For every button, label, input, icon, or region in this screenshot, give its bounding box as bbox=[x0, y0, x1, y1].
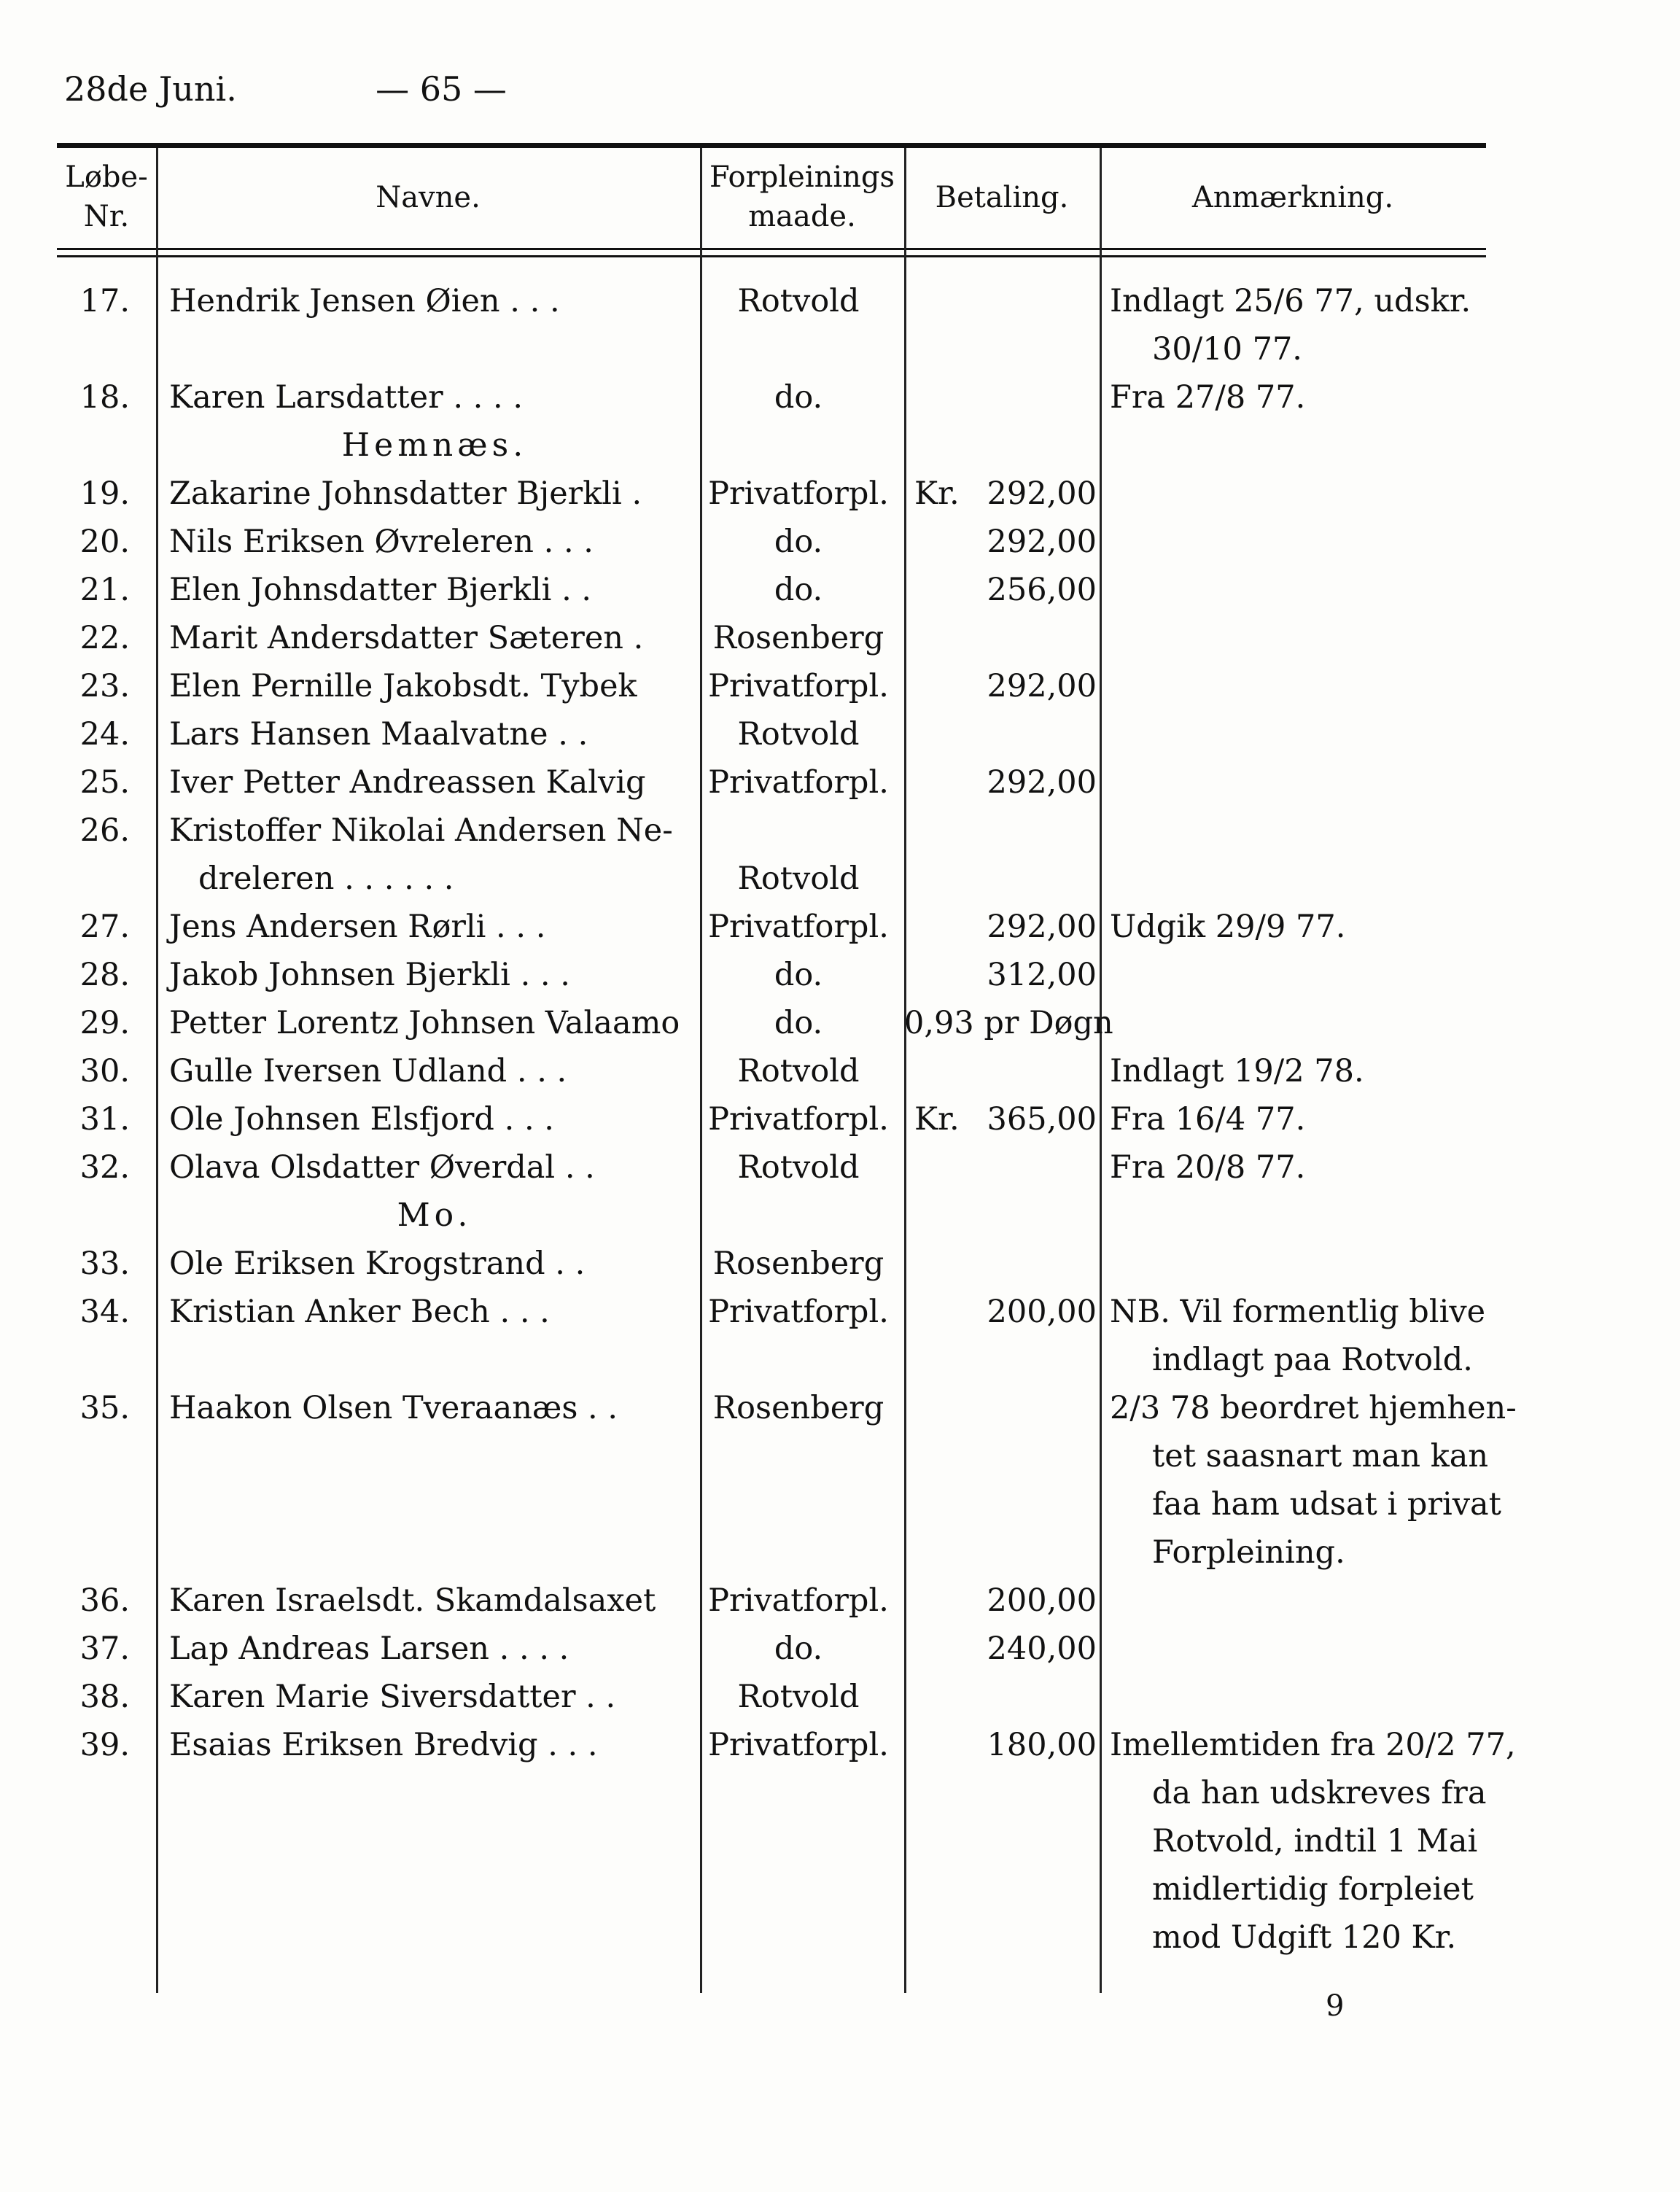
row-betaling bbox=[904, 518, 1097, 566]
row-betaling bbox=[904, 1625, 1097, 1673]
row-forpleining: Rosenberg bbox=[712, 620, 884, 656]
row-betaling bbox=[904, 1095, 1097, 1143]
row-number: 18. bbox=[79, 379, 130, 416]
row-number: 28. bbox=[79, 957, 130, 993]
row-forpleining: Rotvold bbox=[737, 1679, 860, 1715]
amount-value: 312,00 bbox=[987, 957, 1097, 993]
row-number: 25. bbox=[79, 764, 130, 801]
row-name: Iver Petter Andreassen Kalvig bbox=[169, 764, 646, 801]
column-divider-nr bbox=[156, 148, 158, 1993]
page-number: — 65 — bbox=[376, 69, 507, 109]
currency-label: Kr. bbox=[914, 1101, 960, 1138]
colhead-name: Navne. bbox=[376, 181, 481, 214]
amount-value: 292,00 bbox=[987, 524, 1097, 560]
row-note-line: Indlagt 19/2 78. bbox=[1110, 1053, 1364, 1089]
amount-value: 292,00 bbox=[987, 475, 1097, 512]
top-rule bbox=[57, 143, 1486, 148]
row-betaling bbox=[904, 566, 1097, 614]
row-name: Nils Eriksen Øvreleren . . . bbox=[169, 524, 594, 560]
row-forpleining: Rotvold bbox=[737, 283, 860, 319]
row-name: Karen Larsdatter . . . . bbox=[169, 379, 524, 416]
row-forpleining: Privatforpl. bbox=[708, 764, 889, 801]
row-note-line: Indlagt 25/6 77, udskr. bbox=[1110, 283, 1471, 319]
row-forpleining: Rosenberg bbox=[712, 1390, 884, 1426]
row-name: Zakarine Johnsdatter Bjerkli . bbox=[169, 475, 642, 512]
colhead-nr: Løbe- Nr. bbox=[65, 160, 148, 233]
row-betaling bbox=[904, 999, 1113, 1047]
row-number: 34. bbox=[79, 1294, 130, 1330]
row-forpleining: Privatforpl. bbox=[708, 909, 889, 945]
row-forpleining: Rotvold bbox=[737, 716, 860, 753]
row-name: Olava Olsdatter Øverdal . . bbox=[169, 1149, 595, 1186]
row-forpleining: Privatforpl. bbox=[708, 1101, 889, 1138]
row-forpleining: do. bbox=[774, 1631, 823, 1667]
row-forpleining: Rotvold bbox=[737, 1149, 860, 1186]
row-name: Elen Johnsdatter Bjerkli . . bbox=[169, 572, 592, 608]
header-date: 28de Juni. bbox=[64, 69, 237, 109]
header-rule-1 bbox=[57, 248, 1486, 250]
amount-value: 365,00 bbox=[987, 1101, 1097, 1138]
row-note-line: Forpleining. bbox=[1152, 1534, 1345, 1571]
row-forpleining: do. bbox=[774, 1005, 823, 1041]
colhead-betaling: Betaling. bbox=[935, 181, 1069, 214]
row-note-line: Fra 20/8 77. bbox=[1110, 1149, 1306, 1186]
row-note-line: Imellemtiden fra 20/2 77, bbox=[1110, 1727, 1516, 1763]
row-number: 33. bbox=[79, 1245, 130, 1282]
amount-value: 240,00 bbox=[987, 1631, 1097, 1667]
row-name: Petter Lorentz Johnsen Valaamo bbox=[169, 1005, 680, 1041]
row-note-line: mod Udgift 120 Kr. bbox=[1152, 1919, 1457, 1956]
place-heading: Hemnæs. bbox=[341, 427, 528, 464]
row-forpleining: Rosenberg bbox=[712, 1245, 884, 1282]
row-betaling bbox=[904, 470, 1097, 518]
row-name: Kristoffer Nikolai Andersen Ne- bbox=[169, 812, 673, 849]
colhead-anmaerkning: Anmærkning. bbox=[1191, 181, 1394, 214]
row-number: 30. bbox=[79, 1053, 130, 1089]
row-betaling bbox=[904, 758, 1097, 807]
row-name: Gulle Iversen Udland . . . bbox=[169, 1053, 567, 1089]
amount-value: 292,00 bbox=[987, 909, 1097, 945]
row-note-line: da han udskreves fra bbox=[1152, 1775, 1487, 1811]
column-divider-forpleining bbox=[904, 148, 906, 1993]
row-note-line: Fra 16/4 77. bbox=[1110, 1101, 1306, 1138]
row-number: 27. bbox=[79, 909, 130, 945]
row-betaling bbox=[904, 903, 1097, 951]
column-divider-betaling bbox=[1100, 148, 1102, 1993]
row-forpleining: do. bbox=[774, 524, 823, 560]
row-number: 20. bbox=[79, 524, 130, 560]
colhead-forpleining: Forpleinings maade. bbox=[709, 160, 895, 233]
row-forpleining: Rotvold bbox=[737, 860, 860, 897]
row-note-line: tet saasnart man kan bbox=[1152, 1438, 1489, 1474]
row-note-line: faa ham udsat i privat bbox=[1152, 1486, 1501, 1523]
row-number: 26. bbox=[79, 812, 130, 849]
row-note-line: Fra 27/8 77. bbox=[1110, 379, 1306, 416]
row-note-line: 2/3 78 beordret hjemhen- bbox=[1110, 1390, 1517, 1426]
row-name: Elen Pernille Jakobsdt. Tybek bbox=[169, 668, 637, 704]
amount-value: 0,93 pr Døgn bbox=[904, 1005, 1113, 1041]
row-note-line: NB. Vil formentlig blive bbox=[1110, 1294, 1486, 1330]
row-forpleining: Privatforpl. bbox=[708, 668, 889, 704]
row-number: 22. bbox=[79, 620, 130, 656]
amount-value: 256,00 bbox=[987, 572, 1097, 608]
row-forpleining: do. bbox=[774, 379, 823, 416]
row-name: Lap Andreas Larsen . . . . bbox=[169, 1631, 569, 1667]
row-note-line: Udgik 29/9 77. bbox=[1110, 909, 1346, 945]
amount-value: 180,00 bbox=[987, 1727, 1097, 1763]
row-betaling bbox=[904, 1721, 1097, 1769]
row-number: 35. bbox=[79, 1390, 130, 1426]
row-number: 19. bbox=[79, 475, 130, 512]
row-number: 17. bbox=[79, 283, 130, 319]
row-name-continued: dreleren . . . . . . bbox=[198, 860, 454, 897]
amount-value: 200,00 bbox=[987, 1582, 1097, 1619]
row-note-line: 30/10 77. bbox=[1152, 331, 1302, 368]
row-number: 39. bbox=[79, 1727, 130, 1763]
row-forpleining: Privatforpl. bbox=[708, 1294, 889, 1330]
row-note-line: indlagt paa Rotvold. bbox=[1152, 1342, 1473, 1378]
row-name: Lars Hansen Maalvatne . . bbox=[169, 716, 588, 753]
row-number: 32. bbox=[79, 1149, 130, 1186]
place-heading: Mo. bbox=[397, 1197, 472, 1234]
row-number: 24. bbox=[79, 716, 130, 753]
row-forpleining: Privatforpl. bbox=[708, 475, 889, 512]
row-forpleining: do. bbox=[774, 957, 823, 993]
amount-value: 200,00 bbox=[987, 1294, 1097, 1330]
row-name: Haakon Olsen Tveraanæs . . bbox=[169, 1390, 618, 1426]
currency-label: Kr. bbox=[914, 475, 960, 512]
row-name: Karen Marie Siversdatter . . bbox=[169, 1679, 616, 1715]
row-number: 29. bbox=[79, 1005, 130, 1041]
row-name: Karen Israelsdt. Skamdalsaxet bbox=[169, 1582, 656, 1619]
row-betaling bbox=[904, 1577, 1097, 1625]
row-name: Ole Johnsen Elsfjord . . . bbox=[169, 1101, 554, 1138]
row-name: Jens Andersen Rørli . . . bbox=[169, 909, 546, 945]
row-number: 38. bbox=[79, 1679, 130, 1715]
row-name: Kristian Anker Bech . . . bbox=[169, 1294, 550, 1330]
signature-mark: 9 bbox=[1326, 1989, 1345, 2023]
row-number: 37. bbox=[79, 1631, 130, 1667]
row-name: Hendrik Jensen Øien . . . bbox=[169, 283, 560, 319]
row-forpleining: Privatforpl. bbox=[708, 1582, 889, 1619]
row-betaling bbox=[904, 662, 1097, 710]
row-forpleining: do. bbox=[774, 572, 823, 608]
row-number: 36. bbox=[79, 1582, 130, 1619]
row-name: Ole Eriksen Krogstrand . . bbox=[169, 1245, 586, 1282]
row-betaling bbox=[904, 1288, 1097, 1336]
amount-value: 292,00 bbox=[987, 668, 1097, 704]
row-note-line: Rotvold, indtil 1 Mai bbox=[1152, 1823, 1478, 1859]
row-betaling bbox=[904, 951, 1097, 999]
row-number: 21. bbox=[79, 572, 130, 608]
amount-value: 292,00 bbox=[987, 764, 1097, 801]
row-note-line: midlertidig forpleiet bbox=[1152, 1871, 1474, 1908]
row-forpleining: Privatforpl. bbox=[708, 1727, 889, 1763]
row-name: Marit Andersdatter Sæteren . bbox=[169, 620, 644, 656]
header-rule-2 bbox=[57, 255, 1486, 257]
row-forpleining: Rotvold bbox=[737, 1053, 860, 1089]
row-number: 31. bbox=[79, 1101, 130, 1138]
row-name: Esaias Eriksen Bredvig . . . bbox=[169, 1727, 598, 1763]
row-number: 23. bbox=[79, 668, 130, 704]
row-name: Jakob Johnsen Bjerkli . . . bbox=[169, 957, 570, 993]
